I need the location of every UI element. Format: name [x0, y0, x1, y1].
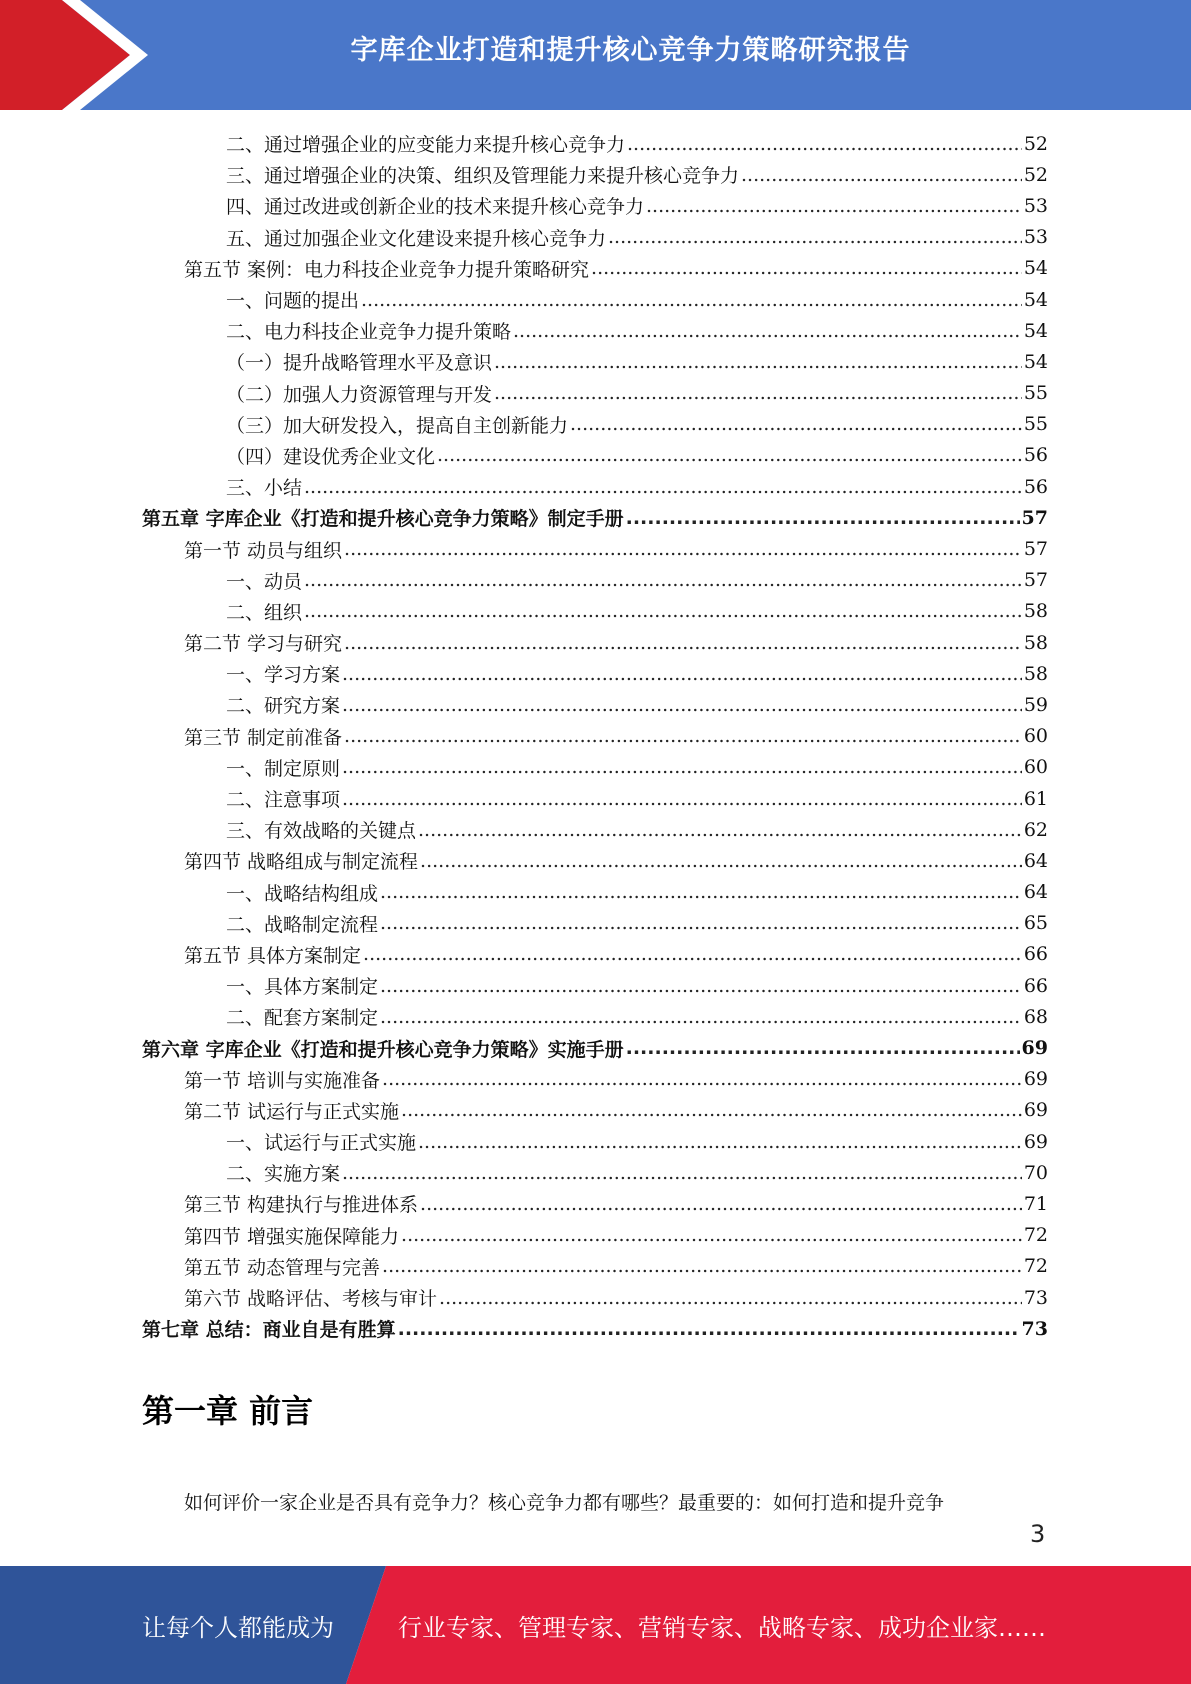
toc-entry-page: 57 [1023, 538, 1048, 561]
toc-entry[interactable] [142, 1251, 1048, 1282]
toc-entry-page: 57 [1021, 506, 1048, 529]
table-of-contents [142, 128, 1048, 1344]
toc-dot-leader [494, 382, 1022, 404]
toc-entry[interactable] [142, 440, 1048, 471]
toc-dot-leader [420, 850, 1022, 872]
toc-entry-title: 二、实施方案 [226, 1163, 341, 1186]
toc-entry-title: （四）建设优秀企业文化 [226, 445, 436, 468]
toc-entry[interactable] [142, 502, 1048, 533]
toc-dot-leader [363, 943, 1022, 965]
toc-dot-leader [608, 226, 1022, 248]
toc-dot-leader [342, 663, 1022, 685]
toc-entry[interactable] [142, 378, 1048, 409]
toc-entry[interactable] [142, 1157, 1048, 1188]
toc-entry-title: 一、问题的提出 [226, 290, 360, 313]
toc-entry-title: 第四节 增强实施保障能力 [184, 1225, 400, 1248]
toc-dot-leader [342, 694, 1022, 716]
toc-entry-title: 第六节 战略评估、考核与审计 [184, 1288, 438, 1311]
toc-dot-leader [380, 975, 1022, 997]
toc-entry-page: 58 [1023, 600, 1048, 623]
toc-entry[interactable] [142, 346, 1048, 377]
toc-entry[interactable] [142, 1064, 1048, 1095]
toc-entry[interactable] [142, 190, 1048, 221]
toc-entry-title: 第五节 动态管理与完善 [184, 1256, 381, 1279]
toc-entry-title: 第三节 制定前准备 [184, 726, 343, 749]
toc-entry[interactable] [142, 1126, 1048, 1157]
toc-entry-title: 一、战略结构组成 [226, 882, 379, 905]
toc-dot-leader [437, 444, 1022, 466]
toc-entry-title: 二、通过增强企业的应变能力来提升核心竞争力 [226, 134, 626, 157]
toc-dot-leader [398, 1318, 1020, 1340]
header-red-arrow [0, 0, 130, 110]
toc-dot-leader [439, 1287, 1022, 1309]
toc-entry-page: 59 [1023, 693, 1048, 716]
toc-entry-page: 52 [1023, 132, 1048, 155]
toc-dot-leader [418, 1131, 1022, 1153]
toc-entry-title: （三）加大研发投入，提高自主创新能力 [226, 414, 569, 437]
toc-entry[interactable] [142, 565, 1048, 596]
toc-dot-leader [626, 507, 1020, 529]
toc-entry[interactable] [142, 128, 1048, 159]
toc-entry[interactable] [142, 1095, 1048, 1126]
toc-entry-title: 第四节 战略组成与制定流程 [184, 851, 419, 874]
toc-entry-page: 69 [1023, 1130, 1048, 1153]
toc-entry-page: 64 [1023, 849, 1048, 872]
toc-entry-title: （一）提升战略管理水平及意识 [226, 352, 493, 375]
footer-slogan-right: 行业专家、管理专家、营销专家、战略专家、成功企业家…… [398, 1614, 1046, 1642]
toc-entry[interactable] [142, 939, 1048, 970]
toc-entry[interactable] [142, 1282, 1048, 1313]
toc-entry[interactable] [142, 1032, 1048, 1063]
toc-entry-page: 71 [1023, 1192, 1048, 1215]
toc-dot-leader [304, 476, 1022, 498]
toc-dot-leader [646, 195, 1022, 217]
toc-entry-page: 54 [1023, 350, 1048, 373]
chapter-heading: 第一章 前言 [142, 1392, 314, 1430]
toc-entry-page: 55 [1023, 413, 1048, 436]
toc-entry-title: 五、通过加强企业文化建设来提升核心竞争力 [226, 227, 607, 250]
toc-entry-title: 第五节 具体方案制定 [184, 944, 362, 967]
document-title: 字库企业打造和提升核心竞争力策略研究报告 [350, 35, 911, 66]
toc-entry-title: 第五节 案例：电力科技企业竞争力提升策略研究 [184, 258, 590, 281]
toc-entry-title: 三、通过增强企业的决策、组织及管理能力来提升核心竞争力 [226, 165, 740, 188]
toc-entry-title: 第六章 字库企业《打造和提升核心竞争力策略》实施手册 [142, 1038, 624, 1061]
toc-entry[interactable] [142, 471, 1048, 502]
toc-entry[interactable] [142, 658, 1048, 689]
toc-dot-leader [513, 320, 1022, 342]
toc-entry-page: 73 [1021, 1317, 1048, 1340]
toc-entry-title: 一、动员 [226, 570, 303, 593]
toc-entry-title: 二、配套方案制定 [226, 1007, 379, 1030]
toc-dot-leader [304, 569, 1022, 591]
toc-entry-title: 三、小结 [226, 477, 303, 500]
toc-entry-page: 55 [1023, 382, 1048, 405]
toc-entry-title: 三、有效战略的关键点 [226, 820, 417, 843]
toc-dot-leader [344, 538, 1022, 560]
toc-entry[interactable] [142, 970, 1048, 1001]
toc-entry-title: 二、战略制定流程 [226, 913, 379, 936]
toc-entry-page: 60 [1023, 725, 1048, 748]
toc-entry-title: 一、制定原则 [226, 757, 341, 780]
toc-entry[interactable] [142, 409, 1048, 440]
toc-dot-leader [380, 912, 1022, 934]
toc-dot-leader [741, 164, 1022, 186]
toc-entry-page: 60 [1023, 756, 1048, 779]
toc-entry-title: 第五章 字库企业《打造和提升核心竞争力策略》制定手册 [142, 508, 624, 531]
toc-entry[interactable] [142, 315, 1048, 346]
toc-dot-leader [627, 133, 1022, 155]
toc-dot-leader [342, 756, 1022, 778]
toc-entry-title: 第三节 构建执行与推进体系 [184, 1194, 419, 1217]
toc-entry[interactable] [142, 222, 1048, 253]
toc-dot-leader [342, 788, 1022, 810]
toc-entry-title: 二、研究方案 [226, 695, 341, 718]
toc-entry[interactable] [142, 845, 1048, 876]
toc-entry[interactable] [142, 1001, 1048, 1032]
page-number: 3 [1030, 1520, 1046, 1548]
toc-entry-title: 一、学习方案 [226, 664, 341, 687]
toc-entry[interactable] [142, 1188, 1048, 1219]
toc-dot-leader [401, 1099, 1022, 1121]
toc-entry[interactable] [142, 253, 1048, 284]
toc-entry-page: 72 [1023, 1224, 1048, 1247]
toc-entry-title: 一、具体方案制定 [226, 976, 379, 999]
toc-entry-page: 54 [1023, 319, 1048, 342]
toc-entry-page: 68 [1023, 1005, 1048, 1028]
toc-entry[interactable] [142, 752, 1048, 783]
toc-dot-leader [418, 819, 1022, 841]
toc-entry-title: 第二节 学习与研究 [184, 633, 343, 656]
toc-dot-leader [380, 881, 1022, 903]
toc-entry-title: 二、电力科技企业竞争力提升策略 [226, 321, 512, 344]
toc-entry-page: 69 [1021, 1037, 1048, 1060]
toc-dot-leader [382, 1068, 1022, 1090]
toc-entry-page: 53 [1023, 226, 1048, 249]
toc-entry[interactable] [142, 533, 1048, 564]
toc-dot-leader [344, 632, 1022, 654]
toc-dot-leader [304, 600, 1022, 622]
toc-entry-title: （二）加强人力资源管理与开发 [226, 383, 493, 406]
toc-dot-leader [380, 1006, 1022, 1028]
toc-entry-title: 第一节 培训与实施准备 [184, 1069, 381, 1092]
page-header [0, 0, 1191, 110]
toc-entry-page: 66 [1023, 943, 1048, 966]
toc-dot-leader [344, 725, 1022, 747]
toc-entry[interactable] [142, 814, 1048, 845]
toc-entry-title: 二、组织 [226, 601, 303, 624]
toc-entry-title: 第二节 试运行与正式实施 [184, 1100, 400, 1123]
toc-entry[interactable] [142, 1220, 1048, 1251]
toc-entry[interactable] [142, 908, 1048, 939]
toc-entry-page: 64 [1023, 881, 1048, 904]
toc-entry-page: 69 [1023, 1099, 1048, 1122]
toc-entry[interactable] [142, 783, 1048, 814]
toc-entry-title: 第一节 动员与组织 [184, 539, 343, 562]
toc-entry-page: 58 [1023, 631, 1048, 654]
toc-entry-page: 54 [1023, 257, 1048, 280]
toc-entry[interactable] [142, 627, 1048, 658]
toc-entry-title: 二、注意事项 [226, 789, 341, 812]
toc-entry-page: 52 [1023, 163, 1048, 186]
toc-entry-page: 66 [1023, 974, 1048, 997]
toc-entry-page: 65 [1023, 912, 1048, 935]
toc-entry[interactable] [142, 1313, 1048, 1344]
toc-entry[interactable] [142, 284, 1048, 315]
toc-dot-leader [591, 257, 1022, 279]
toc-entry[interactable] [142, 596, 1048, 627]
toc-entry-page: 54 [1023, 288, 1048, 311]
toc-dot-leader [401, 1224, 1022, 1246]
toc-entry-page: 61 [1023, 787, 1048, 810]
toc-entry[interactable] [142, 721, 1048, 752]
toc-entry-page: 53 [1023, 194, 1048, 217]
toc-entry[interactable] [142, 159, 1048, 190]
toc-entry[interactable] [142, 877, 1048, 908]
toc-entry-page: 56 [1023, 475, 1048, 498]
toc-entry-page: 56 [1023, 444, 1048, 467]
toc-entry-page: 69 [1023, 1068, 1048, 1091]
toc-dot-leader [626, 1037, 1020, 1059]
footer-slogan-left: 让每个人都能成为 [142, 1614, 334, 1642]
toc-entry-page: 58 [1023, 662, 1048, 685]
toc-dot-leader [420, 1193, 1022, 1215]
toc-dot-leader [494, 351, 1022, 373]
toc-entry-page: 57 [1023, 569, 1048, 592]
toc-entry-title: 一、试运行与正式实施 [226, 1132, 417, 1155]
toc-entry-title: 四、通过改进或创新企业的技术来提升核心竞争力 [226, 196, 645, 219]
toc-dot-leader [361, 289, 1022, 311]
toc-entry-page: 73 [1023, 1286, 1048, 1309]
toc-dot-leader [382, 1255, 1022, 1277]
toc-entry-title: 第七章 总结：商业自是有胜算 [142, 1319, 396, 1342]
toc-entry-page: 72 [1023, 1255, 1048, 1278]
toc-dot-leader [342, 1162, 1022, 1184]
toc-entry-page: 62 [1023, 818, 1048, 841]
toc-dot-leader [570, 413, 1022, 435]
toc-entry[interactable] [142, 689, 1048, 720]
page-footer [0, 1566, 1191, 1684]
body-paragraph: 如何评价一家企业是否具有竞争力？核心竞争力都有哪些？最重要的：如何打造和提升竞争 [184, 1492, 945, 1514]
toc-entry-page: 70 [1023, 1161, 1048, 1184]
